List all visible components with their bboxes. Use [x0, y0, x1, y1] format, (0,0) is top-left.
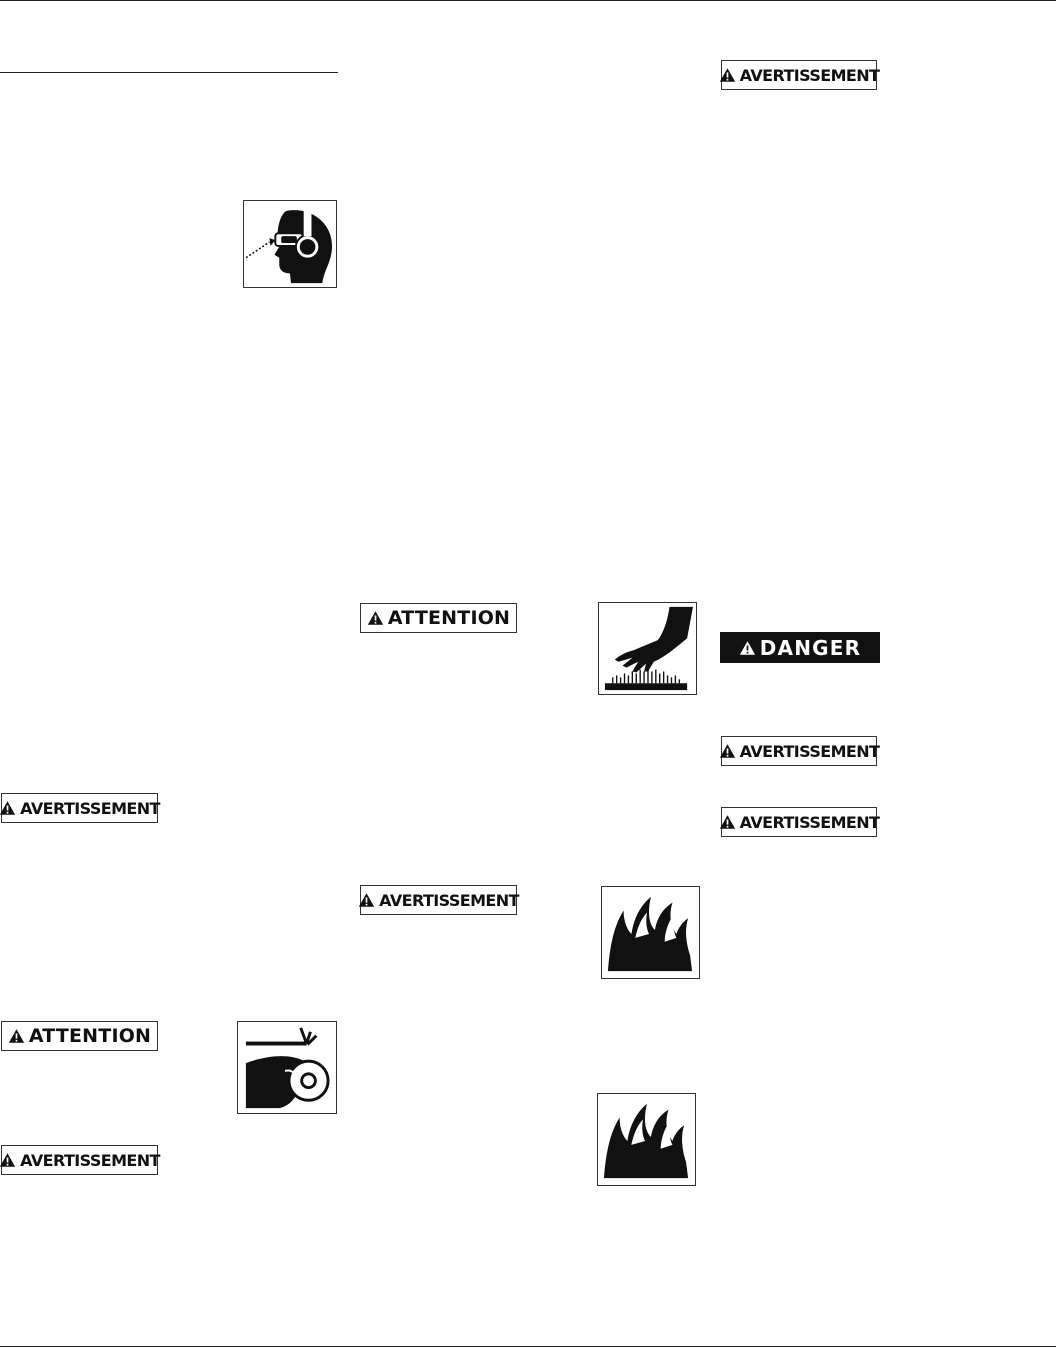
warning-label-avertissement — [1, 793, 158, 823]
label-text: AVERTISSEMENT — [739, 65, 880, 85]
label-text: ATTENTION — [387, 607, 511, 629]
label-text: AVERTISSEMENT — [739, 741, 880, 761]
label-text: DANGER — [759, 635, 862, 660]
section-heading-rule — [0, 72, 338, 73]
hot-surface-icon — [598, 602, 697, 695]
warning-triangle-icon — [739, 640, 756, 656]
warning-triangle-icon — [719, 743, 736, 759]
warning-label-avertissement — [360, 885, 517, 915]
warning-label-avertissement — [721, 807, 880, 837]
caution-label-attention — [1, 1021, 158, 1051]
warning-label-avertissement — [721, 60, 880, 90]
fire-icon — [601, 886, 700, 979]
label-text: AVERTISSEMENT — [20, 798, 160, 818]
hand-entanglement-icon — [237, 1021, 337, 1114]
warning-triangle-icon — [719, 67, 736, 83]
warning-label-avertissement — [1, 1145, 158, 1175]
warning-triangle-icon — [0, 800, 16, 816]
label-text: AVERTISSEMENT — [379, 890, 519, 910]
warning-triangle-icon — [8, 1028, 25, 1044]
eye-ear-protection-icon — [243, 200, 337, 288]
fire-icon — [597, 1093, 696, 1186]
warning-triangle-icon — [0, 1152, 16, 1168]
warning-label-avertissement — [721, 736, 880, 766]
warning-triangle-icon — [358, 892, 375, 908]
label-text: ATTENTION — [28, 1025, 152, 1047]
label-text: AVERTISSEMENT — [20, 1150, 160, 1170]
warning-triangle-icon — [367, 610, 384, 626]
warning-triangle-icon — [719, 814, 736, 830]
caution-label-attention — [360, 603, 517, 633]
danger-label — [720, 632, 880, 663]
label-text: AVERTISSEMENT — [739, 812, 880, 832]
top-rule — [0, 0, 1056, 1]
